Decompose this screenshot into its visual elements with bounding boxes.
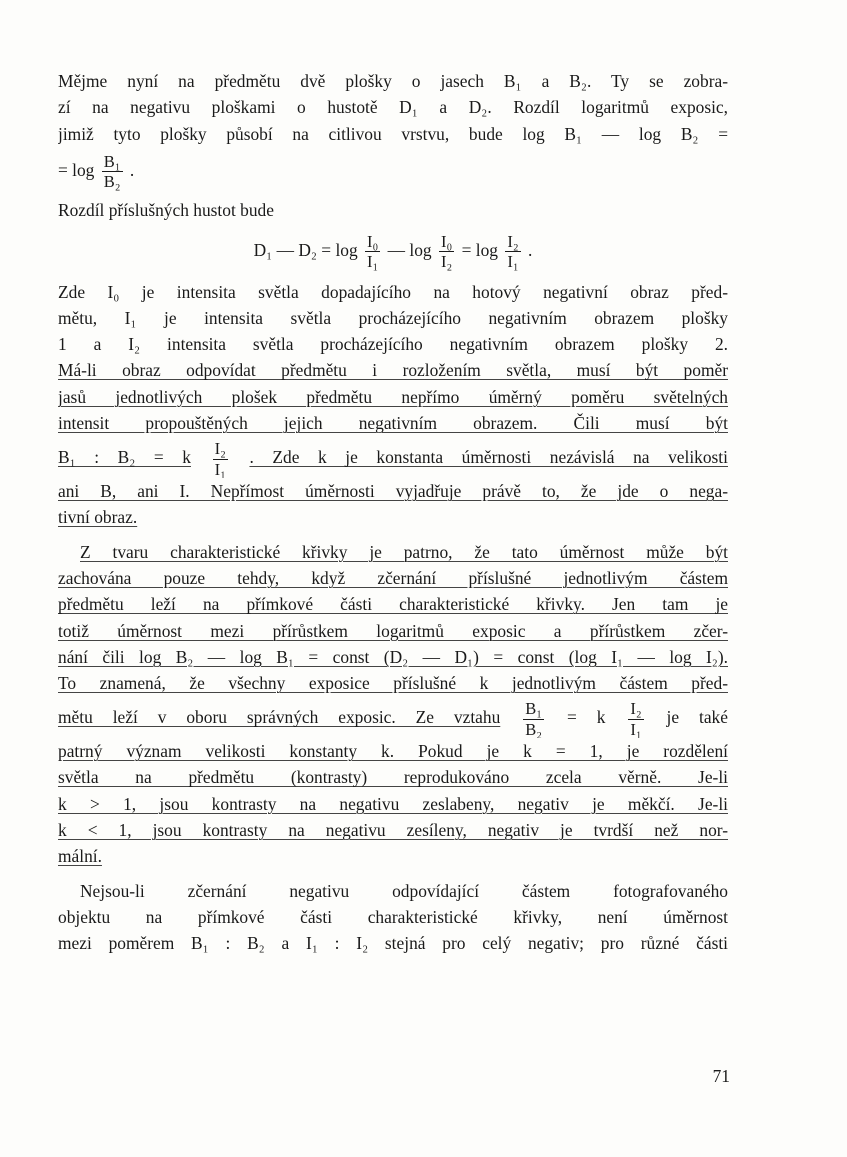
eq-text: mětu leží v oboru správných exposic. Ze vztahu	[58, 707, 501, 728]
text-line: k > 1, jsou kontrasty na negativu zeslabeny, negativ je měkčí. Je-li	[58, 793, 728, 814]
fraction	[628, 700, 643, 738]
text-line: Mějme nyní na předmětu dvě plošky o jasech B₁ a B₂. Ty se zobra-	[58, 71, 728, 91]
eq-text: .	[528, 239, 533, 260]
text-line: mezi poměrem B₁ : B₂ a I₁ : I₂ stejná pro celý negativ; pro různé části	[58, 933, 728, 954]
fraction-denominator: I₁	[507, 252, 519, 272]
text-line: zí na negativu ploškami o hustotě D₁ a D₂. Rozdíl logaritmů exposic,	[58, 97, 728, 118]
eq-text: = log	[58, 159, 95, 180]
eq-text: . Zde k je konstanta úměrnosti nezávislá na velikosti	[249, 447, 728, 468]
equation-display	[58, 233, 728, 271]
text-line: předmětu leží na přímkové části charakteristické křivky. Jen tam je	[58, 594, 728, 615]
text-line: Má-li obraz odpovídat předmětu i rozložením světla, musí být poměr	[58, 360, 728, 381]
text-line: nání čili log B₂ — log B₁ = const (D₂ — D₁) = const (log I₁ — log I₂).	[58, 646, 728, 667]
eq-text: je také	[666, 707, 728, 728]
paragraph-gap	[58, 531, 728, 539]
fraction	[439, 233, 454, 271]
page-body	[58, 68, 728, 956]
paragraph-gap	[58, 870, 728, 878]
text-line: Z tvaru charakteristické křivky je patrno, že tato úměrnost může být	[80, 541, 728, 562]
eq-text: = log	[461, 239, 499, 260]
eq-text: B₁ : B₂ = k	[58, 447, 191, 468]
text-line: intensit propouštěných jejich negativním obrazem. Čili musí být	[58, 413, 728, 434]
fraction-numerator: I₀	[441, 231, 453, 251]
text-line: objektu na přímkové části charakteristické křivky, není úměrnost	[58, 906, 728, 927]
fraction	[102, 153, 123, 191]
fraction-denominator: I₁	[630, 719, 642, 739]
text-line: tivní obraz.	[58, 507, 138, 528]
text-line: To znamená, že všechny exposice příslušné k jednotlivým částem před-	[58, 673, 728, 694]
page-number: 71	[712, 1066, 730, 1086]
text-line: mětu, I₁ je intensita světla procházejícího negativním obrazem plošky	[58, 307, 728, 328]
fraction-numerator: I₂	[507, 231, 519, 251]
text-line: jasů jednotlivých plošek předmětu nepřímo úměrný poměru světelných	[58, 386, 728, 407]
fraction-numerator: I₂	[630, 700, 642, 719]
text-line: k < 1, jsou kontrasty na negativu zesíleny, negativ je tvrdší než nor-	[58, 819, 728, 840]
text-line: Nejsou-li zčernání negativu odpovídající částem fotografovaného	[80, 880, 728, 901]
fraction-numerator: I₂	[214, 440, 226, 459]
fraction-denominator: B₂	[103, 172, 121, 191]
fraction-denominator: I₁	[214, 459, 226, 479]
text-line: světla na předmětu (kontrasty) reprodukováno zcela věrně. Je-li	[58, 767, 728, 788]
eq-text: — log	[387, 239, 432, 260]
text-line: 1 a I₂ intensita světla procházejícího negativním obrazem plošky 2.	[58, 334, 728, 355]
equation-line	[58, 153, 728, 191]
fraction-numerator: B₁	[525, 700, 543, 719]
fraction-denominator: I₂	[441, 252, 453, 272]
fraction	[505, 233, 520, 271]
text-line: totiž úměrnost mezi přírůstkem logaritmů exposic a přírůstkem zčer-	[58, 620, 728, 641]
text-line: patrný význam velikosti konstanty k. Pokud je k = 1, je rozdělení	[58, 741, 728, 762]
eq-text: = k	[566, 707, 606, 728]
equation-line	[58, 440, 728, 478]
text-line: Zde I₀ je intensita světla dopadajícího na hotový negativní obraz před-	[58, 281, 728, 302]
fraction-numerator: B₁	[103, 152, 121, 171]
fraction-numerator: I₀	[367, 231, 379, 251]
equation-line	[58, 700, 728, 738]
eq-text: D₁ — D₂ = log	[253, 239, 358, 260]
fraction-denominator: I₁	[367, 252, 379, 272]
fraction	[213, 440, 228, 478]
fraction	[365, 233, 380, 271]
text-line: Rozdíl příslušných hustot bude	[58, 199, 274, 220]
eq-text: .	[129, 159, 135, 180]
fraction	[523, 700, 544, 738]
fraction-denominator: B₂	[525, 719, 543, 739]
text-line: mální.	[58, 846, 102, 867]
text-line: jimiž tyto plošky působí na citlivou vrstvu, bude log B₁ — log B₂ =	[58, 123, 728, 144]
text-line: zachována pouze tehdy, když zčernání příslušné jednotlivým částem	[58, 567, 728, 588]
text-line: ani B, ani I. Nepřímost úměrnosti vyjadřuje právě to, že jde o nega-	[58, 481, 728, 502]
